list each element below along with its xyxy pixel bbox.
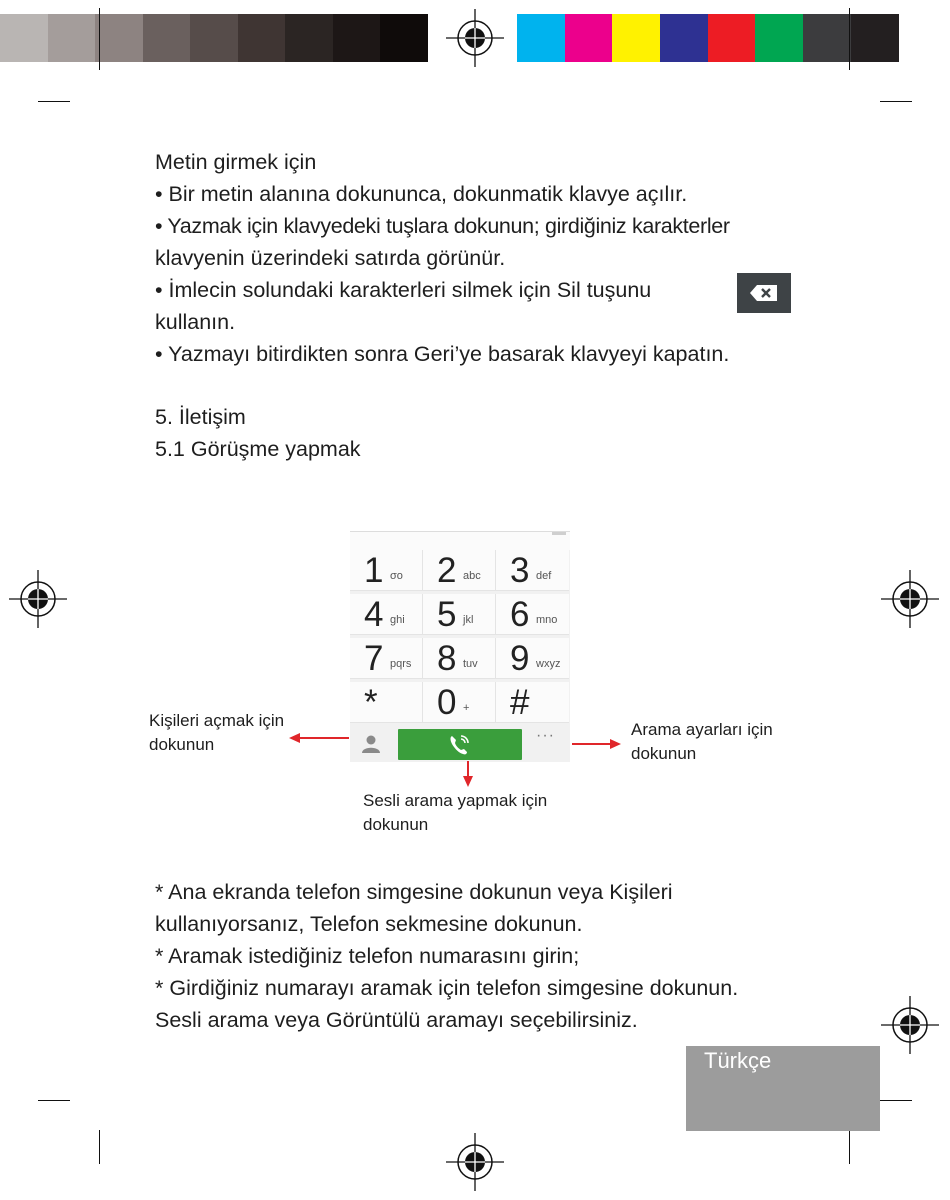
bullet-line: • İmlecin solundaki karakterleri silmek için Sil tuşunu: [155, 278, 652, 302]
instruction-line: kullanıyorsanız, Telefon sekmesine dokunun.: [155, 912, 583, 936]
callout-line: dokunun: [363, 815, 429, 834]
instruction-line: * Girdiğiniz numarayı aramak için telefon simgesine dokunun.: [155, 976, 739, 1000]
dial-key-digit: 8: [437, 639, 457, 678]
dial-key-letters: abc: [463, 570, 481, 582]
more-options-button[interactable]: ···: [536, 727, 555, 744]
bullet-line: • Yazmayı bitirdikten sonra Geri’ye basarak klavyeyi kapatın.: [155, 342, 730, 366]
dial-key-letters: tuv: [463, 658, 478, 670]
instruction-line: * Ana ekranda telefon simgesine dokunun veya Kişileri: [155, 880, 673, 904]
bullet-line: kullanın.: [155, 310, 236, 334]
dial-key-letters: σο: [390, 570, 403, 582]
callout-voice-call: [363, 789, 547, 837]
dial-key-letters: ghi: [390, 614, 405, 626]
dial-key-letters: pqrs: [390, 658, 412, 670]
dial-key-digit: 4: [364, 595, 384, 634]
instruction-line: * Aramak istediğiniz telefon numarasını girin;: [155, 944, 580, 968]
dial-key-letters: def: [536, 570, 552, 582]
arrow-to-call: [463, 761, 473, 787]
dial-key-letters: mno: [536, 614, 558, 626]
language-label: Türkçe: [704, 1048, 772, 1073]
dial-key-digit: 3: [510, 551, 530, 590]
section-heading: 5. İletişim: [155, 405, 246, 429]
instruction-line: Sesli arama veya Görüntülü aramayı seçebilirsiniz.: [155, 1008, 638, 1032]
dial-key-digit: #: [510, 683, 530, 722]
section-heading: Metin girmek için: [155, 150, 317, 174]
dial-key-digit: 5: [437, 595, 457, 634]
dial-key-digit: 1: [364, 551, 384, 590]
bullet-line: klavyenin üzerindeki satırda görünür.: [155, 246, 506, 270]
dial-key-digit: 7: [364, 639, 384, 678]
dial-key-digit: *: [364, 683, 378, 722]
callout-line: dokunun: [149, 735, 215, 754]
arrow-to-settings: [572, 739, 621, 749]
callout-settings: [631, 718, 773, 766]
dial-key-digit: 2: [437, 551, 457, 590]
callout-line: dokunun: [631, 744, 697, 763]
dial-key-letters: jkl: [463, 614, 474, 626]
dial-key-digit: 0: [437, 683, 457, 722]
dial-key-letters: +: [463, 702, 470, 714]
dial-key-letters: wxyz: [536, 658, 561, 670]
callout-contacts: [149, 709, 284, 757]
subsection-heading: 5.1 Görüşme yapmak: [155, 437, 361, 461]
callout-line: Kişileri açmak için: [149, 711, 285, 730]
language-tab: [686, 1046, 880, 1131]
bullet-line: • Bir metin alanına dokununca, dokunmatik klavye açılır.: [155, 182, 688, 206]
callout-line: Sesli arama yapmak için: [363, 791, 548, 810]
call-instructions: [155, 876, 738, 1036]
dial-key-digit: 6: [510, 595, 530, 634]
arrow-to-contacts: [289, 733, 349, 743]
bullet-line: • Yazmak için klavyedeki tuşlara dokunun; girdiğiniz karakterler: [155, 214, 730, 238]
callout-line: Arama ayarları için: [631, 720, 773, 739]
dial-key-digit: 9: [510, 639, 530, 678]
